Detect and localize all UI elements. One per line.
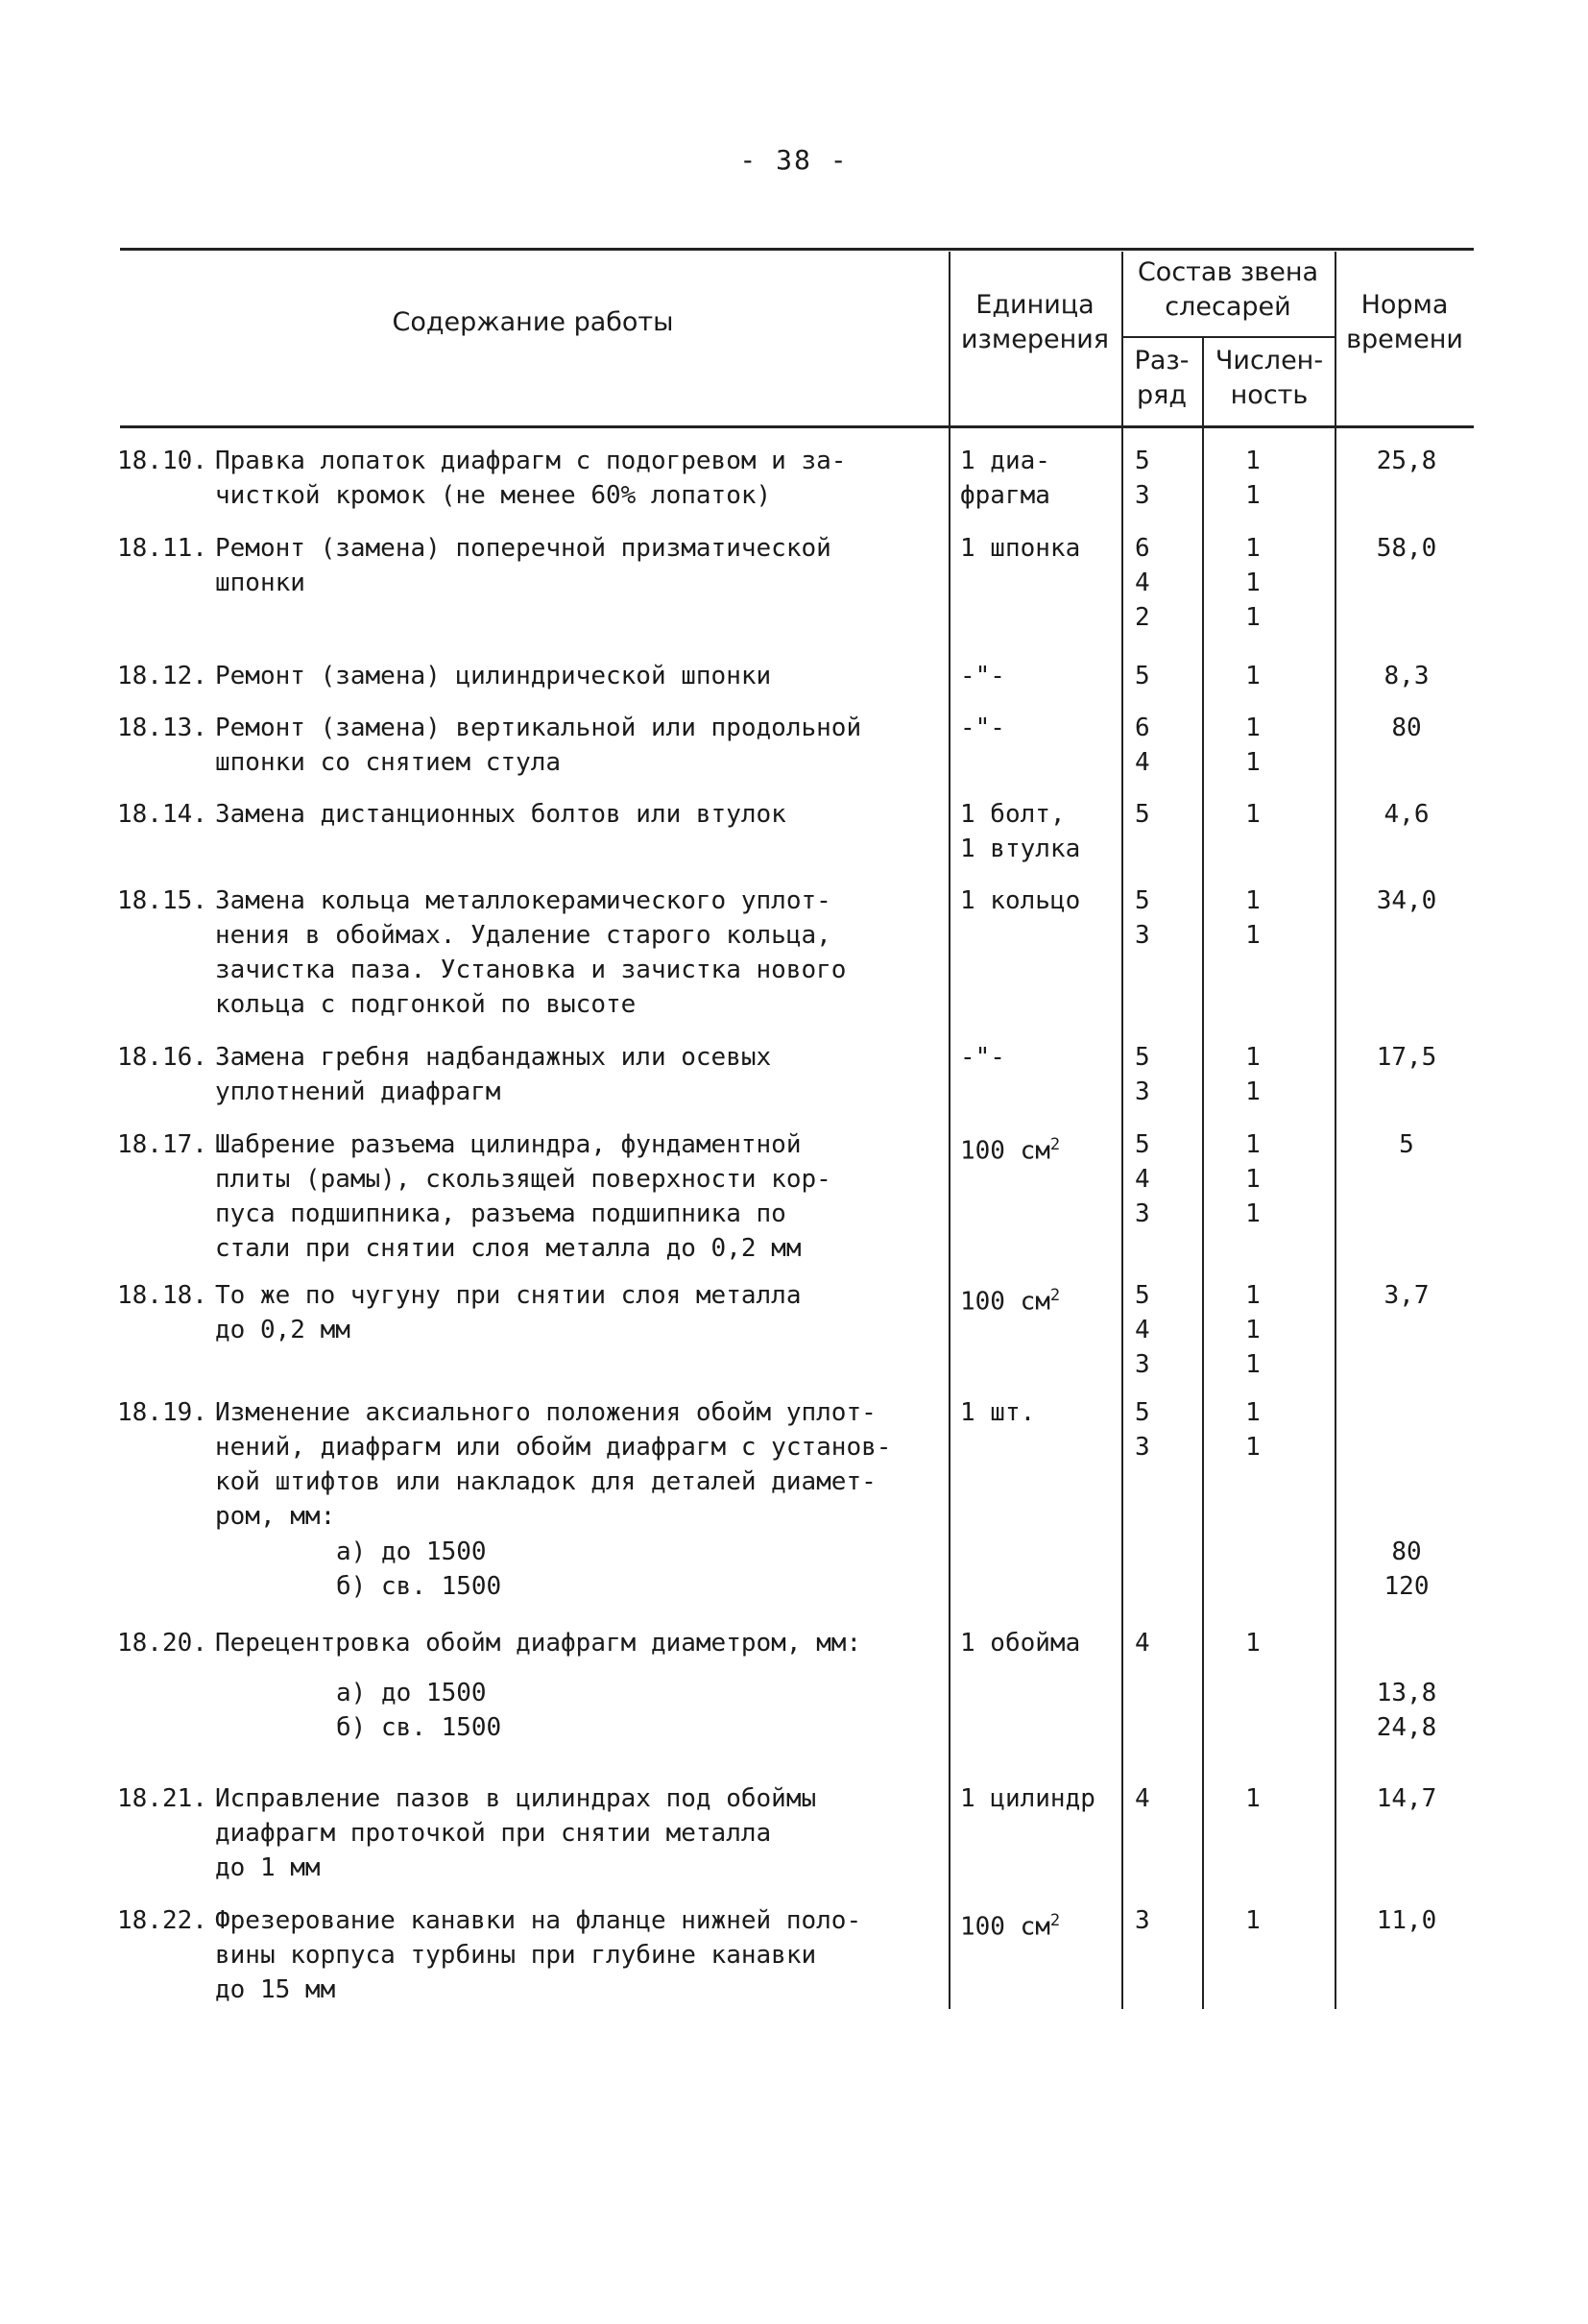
worker-grade: 6 4: [1135, 714, 1150, 777]
item-number: 18.10.: [117, 447, 207, 475]
work-description: Замена кольца металлокерамического уплот- нения в обоймах. Удаление старого кольца, зачистка паза. Установка и зачистка нового кольца с подгонкой по высоте: [215, 886, 847, 1019]
header-count: Числен- ность: [1215, 346, 1324, 410]
item-number: 18.19.: [117, 1398, 207, 1427]
item-number: 18.15.: [117, 886, 207, 915]
subitem-label: б) св. 1500: [336, 1713, 502, 1742]
worker-grade: 5 3: [1135, 886, 1150, 950]
time-norm: 80: [1391, 714, 1422, 742]
unit-of-measure: 1 диа- фрагма: [960, 447, 1050, 510]
worker-count: 1: [1245, 662, 1261, 690]
worker-grade: 5: [1135, 662, 1150, 690]
worker-grade: 4: [1135, 1784, 1150, 1813]
subitem-label: а) до 1500: [336, 1679, 487, 1707]
time-norm: 25,8: [1376, 447, 1437, 475]
work-description: Ремонт (замена) поперечной призматической шпонки: [215, 534, 831, 597]
work-description: Замена дистанционных болтов или втулок: [215, 800, 786, 829]
subitem-norm: 80: [1391, 1537, 1422, 1566]
work-description: Ремонт (замена) цилиндрической шпонки: [215, 662, 772, 690]
page-number: - 38 -: [739, 144, 849, 176]
work-description: Шабрение разъема цилиндра, фундаментной плиты (рамы), скользящей поверхности кор- пуса подшипника, разъема подшипника по стали при снятии слоя металла до 0,2 мм: [215, 1130, 831, 1263]
item-number: 18.17.: [117, 1130, 207, 1159]
worker-count: 1 1 1: [1245, 1281, 1261, 1379]
item-number: 18.11.: [117, 534, 207, 563]
unit-of-measure: 1 шпонка: [960, 534, 1081, 563]
worker-count: 1 1: [1245, 447, 1261, 510]
worker-count: 1 1: [1245, 714, 1261, 777]
header-norm: Норма времени: [1346, 290, 1463, 354]
item-number: 18.12.: [117, 662, 207, 690]
unit-of-measure: -"-: [960, 1043, 1005, 1072]
worker-count: 1: [1245, 800, 1261, 829]
time-norm: 34,0: [1376, 886, 1437, 915]
item-number: 18.20.: [117, 1629, 207, 1658]
time-norm: 8,3: [1383, 662, 1430, 690]
unit-superscript: 2: [1049, 1911, 1061, 1930]
header-grade: Раз- ряд: [1134, 346, 1190, 410]
subitem-norm: 24,8: [1376, 1713, 1437, 1742]
worker-grade: 5 3: [1135, 447, 1150, 510]
worker-grade: 5 4 3: [1135, 1130, 1150, 1228]
worker-count: 1: [1245, 1784, 1261, 1813]
header-content: Содержание работы: [392, 307, 674, 337]
work-description: Исправление пазов в цилиндрах под обоймы диафрагм проточкой при снятии металла до 1 мм: [215, 1784, 817, 1882]
work-description: Правка лопаток диафрагм с подогревом и за- чисткой кромок (не менее 60% лопаток): [215, 447, 847, 510]
worker-count: 1 1: [1245, 1043, 1261, 1106]
unit-of-measure: -"-: [960, 714, 1005, 742]
subitem-label: а) до 1500: [336, 1537, 487, 1566]
unit-of-measure: 1 шт.: [960, 1398, 1036, 1427]
subitem-norm: 13,8: [1376, 1679, 1437, 1707]
worker-count: 1: [1245, 1906, 1261, 1935]
worker-count: 1 1: [1245, 886, 1261, 950]
header-unit: Единица измерения: [960, 290, 1110, 354]
time-norm: 14,7: [1376, 1784, 1437, 1813]
unit-superscript: 2: [1049, 1135, 1061, 1154]
worker-count: 1: [1245, 1629, 1261, 1658]
item-number: 18.13.: [117, 714, 207, 742]
subitem-label: б) св. 1500: [336, 1572, 502, 1601]
worker-grade: 4: [1135, 1629, 1150, 1658]
work-description: Перецентровка обойм диафрагм диаметром, мм:: [215, 1629, 862, 1658]
unit-of-measure: 1 кольцо: [960, 886, 1081, 915]
unit-superscript: 2: [1049, 1286, 1061, 1305]
worker-grade: 5 3: [1135, 1043, 1150, 1106]
unit-of-measure: -"-: [960, 662, 1005, 690]
subitem-norm: 120: [1383, 1572, 1430, 1601]
time-norm: 5: [1399, 1130, 1414, 1159]
work-description: Фрезерование канавки на фланце нижней поло- вины корпуса турбины при глубине канавки до 15 мм: [215, 1906, 862, 2004]
time-norm: 3,7: [1383, 1281, 1430, 1310]
time-norm: 4,6: [1383, 800, 1430, 829]
work-description: Изменение аксиального положения обойм уплот- нений, диафрагм или обойм диафрагм с установ- кой штифтов или накладок для деталей диамет- ром, мм:: [215, 1398, 892, 1531]
unit-of-measure: 100 $см^2$: [960, 1286, 1061, 1317]
worker-grade: 6 4 2: [1135, 534, 1150, 632]
unit-of-measure: 100 $см^2$: [960, 1135, 1061, 1166]
worker-count: 1 1: [1245, 1398, 1261, 1462]
item-number: 18.16.: [117, 1043, 207, 1072]
unit-of-measure: 100 $см^2$: [960, 1911, 1061, 1942]
time-norm: 11,0: [1376, 1906, 1437, 1935]
worker-grade: 3: [1135, 1906, 1150, 1935]
item-number: 18.21.: [117, 1784, 207, 1813]
worker-grade: 5 3: [1135, 1398, 1150, 1462]
worker-grade: 5: [1135, 800, 1150, 829]
header-crew: Состав звена слесарей: [1137, 257, 1319, 322]
unit-of-measure: 1 обойма: [960, 1629, 1081, 1658]
item-number: 18.14.: [117, 800, 207, 829]
work-description: То же по чугуну при снятии слоя металла до 0,2 мм: [215, 1281, 802, 1344]
item-number: 18.22.: [117, 1906, 207, 1935]
work-description: Замена гребня надбандажных или осевых уплотнений диафрагм: [215, 1043, 772, 1106]
unit-of-measure: 1 цилиндр: [960, 1784, 1095, 1813]
item-number: 18.18.: [117, 1281, 207, 1310]
worker-count: 1 1 1: [1245, 534, 1261, 632]
unit-of-measure: 1 болт, 1 втулка: [960, 800, 1081, 863]
worker-count: 1 1 1: [1245, 1130, 1261, 1228]
time-norm: 17,5: [1376, 1043, 1437, 1072]
worker-grade: 5 4 3: [1135, 1281, 1150, 1379]
time-norm: 58,0: [1376, 534, 1437, 563]
work-description: Ремонт (замена) вертикальной или продольной шпонки со снятием стула: [215, 714, 862, 777]
